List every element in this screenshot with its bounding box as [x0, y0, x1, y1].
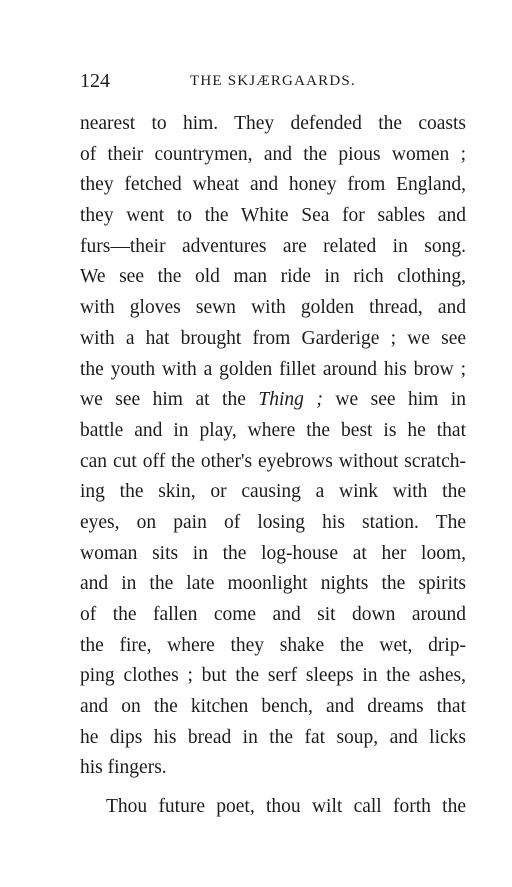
- text-line: and on the kitchen bench, and dreams that: [80, 696, 466, 718]
- text-line: with gloves sewn with golden thread, and: [80, 297, 466, 319]
- text-line: and in the late moonlight nights the spirits: [80, 573, 466, 595]
- text-line: [80, 385, 466, 416]
- text-line: of the fallen come and sit down around: [80, 604, 466, 625]
- text-line: nearest to him. They defended the coasts: [80, 113, 466, 134]
- text-line: ing the skin, or causing a wink with the: [80, 481, 466, 503]
- text-line: can cut off the other's eyebrows without scratch-: [80, 450, 466, 472]
- text-line: his fingers.: [80, 757, 167, 779]
- paragraph-gap: [80, 784, 466, 792]
- italic-term: Thing ;: [258, 389, 323, 411]
- text-segment: we see him at the: [80, 389, 259, 411]
- text-line: eyes, on pain of losing his station. The: [80, 511, 466, 533]
- text-segment: we see him in: [322, 389, 467, 411]
- text-line: ping clothes ; but the serf sleeps in the ashes,: [80, 665, 466, 687]
- text-line: of their countrymen, and the pious women ;: [80, 143, 466, 165]
- text-line: We see the old man ride in rich clothing,: [80, 266, 466, 288]
- text-line: they fetched wheat and honey from England,: [80, 174, 466, 196]
- text-line: battle and in play, where the best is he that: [80, 419, 466, 441]
- body-text: [80, 109, 466, 823]
- page-number: 124: [80, 70, 110, 92]
- text-line: the fire, where they shake the wet, drip-: [80, 634, 466, 656]
- text-line: he dips his bread in the fat soup, and licks: [80, 726, 466, 748]
- text-line: they went to the White Sea for sables and: [80, 205, 466, 227]
- text-line: the youth with a golden fillet around his brow ;: [80, 358, 466, 380]
- page-header: [80, 68, 432, 94]
- text-line: with a hat brought from Garderige ; we see: [80, 327, 466, 349]
- paragraph-start-line: Thou future poet, thou wilt call forth the: [106, 796, 466, 818]
- text-line: furs—their adventures are related in song.: [80, 235, 466, 257]
- running-title: THE SKJÆRGAARDS.: [190, 73, 356, 89]
- text-line: woman sits in the log-house at her loom,: [80, 542, 466, 564]
